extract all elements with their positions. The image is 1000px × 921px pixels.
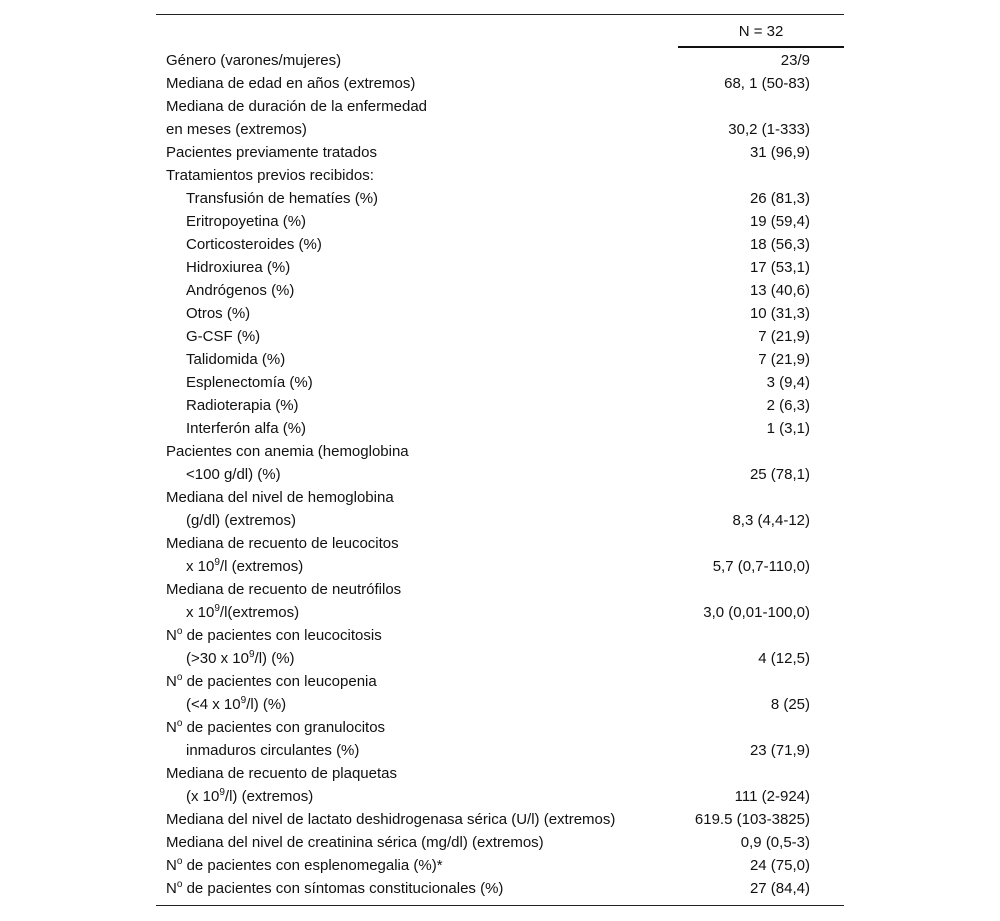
column-header-n: N = 32 bbox=[738, 23, 784, 40]
row-label bbox=[166, 647, 295, 670]
row-label bbox=[166, 578, 401, 601]
row-value: 7 (21,9) bbox=[758, 351, 810, 368]
row-value: 0,9 (0,5-3) bbox=[740, 834, 810, 851]
row-value: 3 (9,4) bbox=[766, 374, 810, 391]
row-label bbox=[166, 762, 397, 785]
table-row bbox=[166, 693, 810, 716]
row-value: 10 (31,3) bbox=[749, 305, 810, 322]
row-label bbox=[166, 532, 399, 555]
row-label-sup: o bbox=[176, 672, 183, 683]
row-value: 5,7 (0,7-110,0) bbox=[712, 558, 810, 575]
row-value: 68, 1 (50-83) bbox=[724, 75, 810, 92]
row-label bbox=[166, 670, 377, 693]
row-value: 30,2 (1-333) bbox=[728, 121, 810, 138]
table-row bbox=[166, 210, 810, 233]
table-row bbox=[166, 440, 810, 463]
row-label-label: Andrógenos (%) bbox=[186, 282, 295, 299]
row-value: 18 (56,3) bbox=[749, 236, 810, 253]
row-label-label: Esplenectomía (%) bbox=[186, 374, 313, 391]
row-label-label: Pacientes con anemia (hemoglobina bbox=[166, 443, 409, 460]
row-value: 8,3 (4,4-12) bbox=[732, 512, 810, 529]
row-label-post: /l(extremos) bbox=[219, 604, 300, 621]
row-label-label: Otros (%) bbox=[186, 305, 251, 322]
row-label bbox=[166, 509, 296, 532]
row-label bbox=[166, 463, 281, 486]
row-label-label: Mediana del nivel de creatinina sérica (mg/dl) (extremos) bbox=[166, 834, 544, 851]
table-row bbox=[166, 509, 810, 532]
row-label-label: Mediana de duración de la enfermedad bbox=[166, 98, 428, 115]
table-row bbox=[166, 187, 810, 210]
table-body bbox=[166, 49, 810, 900]
row-label bbox=[166, 49, 341, 72]
row-label-post: de pacientes con leucopenia bbox=[182, 673, 377, 690]
table-row bbox=[166, 348, 810, 371]
row-value: 31 (96,9) bbox=[749, 144, 810, 161]
row-label-label: (x 10 bbox=[186, 788, 220, 805]
row-label bbox=[166, 187, 378, 210]
row-label bbox=[166, 371, 313, 394]
table-row bbox=[166, 877, 810, 900]
table-row bbox=[166, 716, 810, 739]
row-label-label: N bbox=[166, 719, 177, 736]
row-label-label: N bbox=[166, 857, 177, 874]
row-label-sup: 9 bbox=[214, 603, 220, 614]
table-row bbox=[166, 164, 810, 187]
row-label-label: Mediana del nivel de lactato deshidrogenasa sérica (U/l) (extremos) bbox=[166, 811, 616, 828]
row-label bbox=[166, 808, 615, 831]
row-value: 1 (3,1) bbox=[766, 420, 810, 437]
table-row bbox=[166, 624, 810, 647]
row-label-sup: 9 bbox=[240, 695, 247, 706]
table-row bbox=[166, 762, 810, 785]
row-label bbox=[166, 601, 299, 624]
table-row bbox=[166, 371, 810, 394]
row-label bbox=[166, 831, 544, 854]
row-label-label: N bbox=[166, 627, 177, 644]
row-label bbox=[166, 118, 307, 141]
table-row bbox=[166, 95, 810, 118]
row-label-post: de pacientes con síntomas constitucionales (%) bbox=[182, 880, 504, 897]
row-label-post: /l) (%) bbox=[246, 696, 287, 713]
row-label-post: /l (extremos) bbox=[219, 558, 304, 575]
row-label bbox=[166, 716, 385, 739]
row-value: 8 (25) bbox=[770, 696, 810, 713]
row-label-sup: 9 bbox=[248, 649, 255, 660]
row-label bbox=[166, 739, 359, 762]
row-value: 23/9 bbox=[780, 52, 810, 69]
table-row bbox=[166, 463, 810, 486]
row-value: 26 (81,3) bbox=[749, 190, 810, 207]
row-label bbox=[166, 486, 394, 509]
row-label-sup: o bbox=[176, 879, 183, 890]
row-label bbox=[166, 877, 503, 900]
row-label-label: inmaduros circulantes (%) bbox=[186, 742, 360, 759]
row-label-label: x 10 bbox=[186, 604, 215, 621]
row-label-label: N bbox=[166, 880, 177, 897]
table-row bbox=[166, 325, 810, 348]
row-label bbox=[166, 95, 427, 118]
table-row bbox=[166, 118, 810, 141]
table-row bbox=[166, 739, 810, 762]
table-row bbox=[166, 233, 810, 256]
row-label-label: N bbox=[166, 673, 177, 690]
row-value: 2 (6,3) bbox=[766, 397, 810, 414]
row-label bbox=[166, 348, 285, 371]
table-row bbox=[166, 394, 810, 417]
row-label-post: /l) (extremos) bbox=[224, 788, 314, 805]
row-value: 24 (75,0) bbox=[749, 857, 810, 874]
row-label bbox=[166, 302, 250, 325]
row-label bbox=[166, 854, 443, 877]
row-label-label: (<4 x 10 bbox=[186, 696, 241, 713]
row-label-sup: o bbox=[176, 718, 183, 729]
row-value: 4 (12,5) bbox=[758, 650, 810, 667]
row-label bbox=[166, 141, 377, 164]
row-label-label: Transfusión de hematíes (%) bbox=[186, 190, 379, 207]
row-label-label: Corticosteroides (%) bbox=[186, 236, 322, 253]
row-label-post: de pacientes con esplenomegalia (%)* bbox=[182, 857, 443, 874]
table-row bbox=[166, 854, 810, 877]
row-label bbox=[166, 233, 322, 256]
table-row bbox=[166, 578, 810, 601]
row-value: 3,0 (0,01-100,0) bbox=[703, 604, 810, 621]
row-label bbox=[166, 417, 306, 440]
row-label-label: Hidroxiurea (%) bbox=[186, 259, 291, 276]
table-row bbox=[166, 72, 810, 95]
table-row bbox=[166, 831, 810, 854]
row-label bbox=[166, 325, 260, 348]
column-header-rule bbox=[678, 46, 844, 48]
row-label bbox=[166, 624, 382, 647]
table-row bbox=[166, 417, 810, 440]
row-label bbox=[166, 785, 313, 808]
table-row bbox=[166, 256, 810, 279]
row-label-label: x 10 bbox=[186, 558, 215, 575]
table-row bbox=[166, 647, 810, 670]
row-label-label: Tratamientos previos recibidos: bbox=[166, 167, 374, 184]
row-label-label: Radioterapia (%) bbox=[186, 397, 299, 414]
row-value: 27 (84,4) bbox=[749, 880, 810, 897]
row-label bbox=[166, 164, 374, 187]
row-value: 23 (71,9) bbox=[749, 742, 810, 759]
row-label-label: Género (varones/mujeres) bbox=[166, 52, 342, 69]
row-label-sup: o bbox=[176, 856, 183, 867]
table-row bbox=[166, 555, 810, 578]
row-label-post: de pacientes con leucocitosis bbox=[182, 627, 382, 644]
table-row bbox=[166, 279, 810, 302]
row-label bbox=[166, 279, 294, 302]
row-value: 13 (40,6) bbox=[749, 282, 810, 299]
row-label-sup: 9 bbox=[214, 557, 220, 568]
table-row bbox=[166, 808, 810, 831]
row-label-label: Mediana de recuento de neutrófilos bbox=[166, 581, 402, 598]
row-label-label: <100 g/dl) (%) bbox=[186, 466, 281, 483]
row-label bbox=[166, 210, 306, 233]
table-top-rule bbox=[156, 14, 844, 15]
row-label-label: Mediana de recuento de plaquetas bbox=[166, 765, 398, 782]
row-label bbox=[166, 555, 303, 578]
row-label-label: G-CSF (%) bbox=[186, 328, 261, 345]
row-label-label: Mediana de recuento de leucocitos bbox=[166, 535, 399, 552]
row-label-label: Talidomida (%) bbox=[186, 351, 286, 368]
table-row bbox=[166, 141, 810, 164]
row-value: 111 (2-924) bbox=[734, 788, 810, 805]
row-value: 19 (59,4) bbox=[749, 213, 810, 230]
row-label bbox=[166, 394, 299, 417]
table-row bbox=[166, 302, 810, 325]
row-value: 25 (78,1) bbox=[749, 466, 810, 483]
row-label-label: (>30 x 10 bbox=[186, 650, 249, 667]
row-label-sup: 9 bbox=[219, 787, 225, 798]
row-label bbox=[166, 693, 286, 716]
row-value: 17 (53,1) bbox=[749, 259, 810, 276]
row-label bbox=[166, 72, 415, 95]
table-row bbox=[166, 532, 810, 555]
row-label-label: en meses (extremos) bbox=[166, 121, 307, 138]
table-row bbox=[166, 49, 810, 72]
row-label-post: de pacientes con granulocitos bbox=[182, 719, 386, 736]
row-label-label: Mediana del nivel de hemoglobina bbox=[166, 489, 394, 506]
row-label-sup: o bbox=[176, 626, 183, 637]
row-label-label: Pacientes previamente tratados bbox=[166, 144, 377, 161]
row-value: 619.5 (103-3825) bbox=[694, 811, 810, 828]
table-row bbox=[166, 785, 810, 808]
row-value: 7 (21,9) bbox=[758, 328, 810, 345]
row-label-label: (g/dl) (extremos) bbox=[186, 512, 297, 529]
table-bottom-rule bbox=[156, 905, 844, 906]
row-label-post: /l) (%) bbox=[254, 650, 295, 667]
row-label bbox=[166, 440, 409, 463]
table-row bbox=[166, 670, 810, 693]
row-label-label: Interferón alfa (%) bbox=[186, 420, 307, 437]
row-label bbox=[166, 256, 290, 279]
table-row bbox=[166, 486, 810, 509]
row-label-label: Mediana de edad en años (extremos) bbox=[166, 75, 416, 92]
table-row bbox=[166, 601, 810, 624]
row-label-label: Eritropoyetina (%) bbox=[186, 213, 307, 230]
